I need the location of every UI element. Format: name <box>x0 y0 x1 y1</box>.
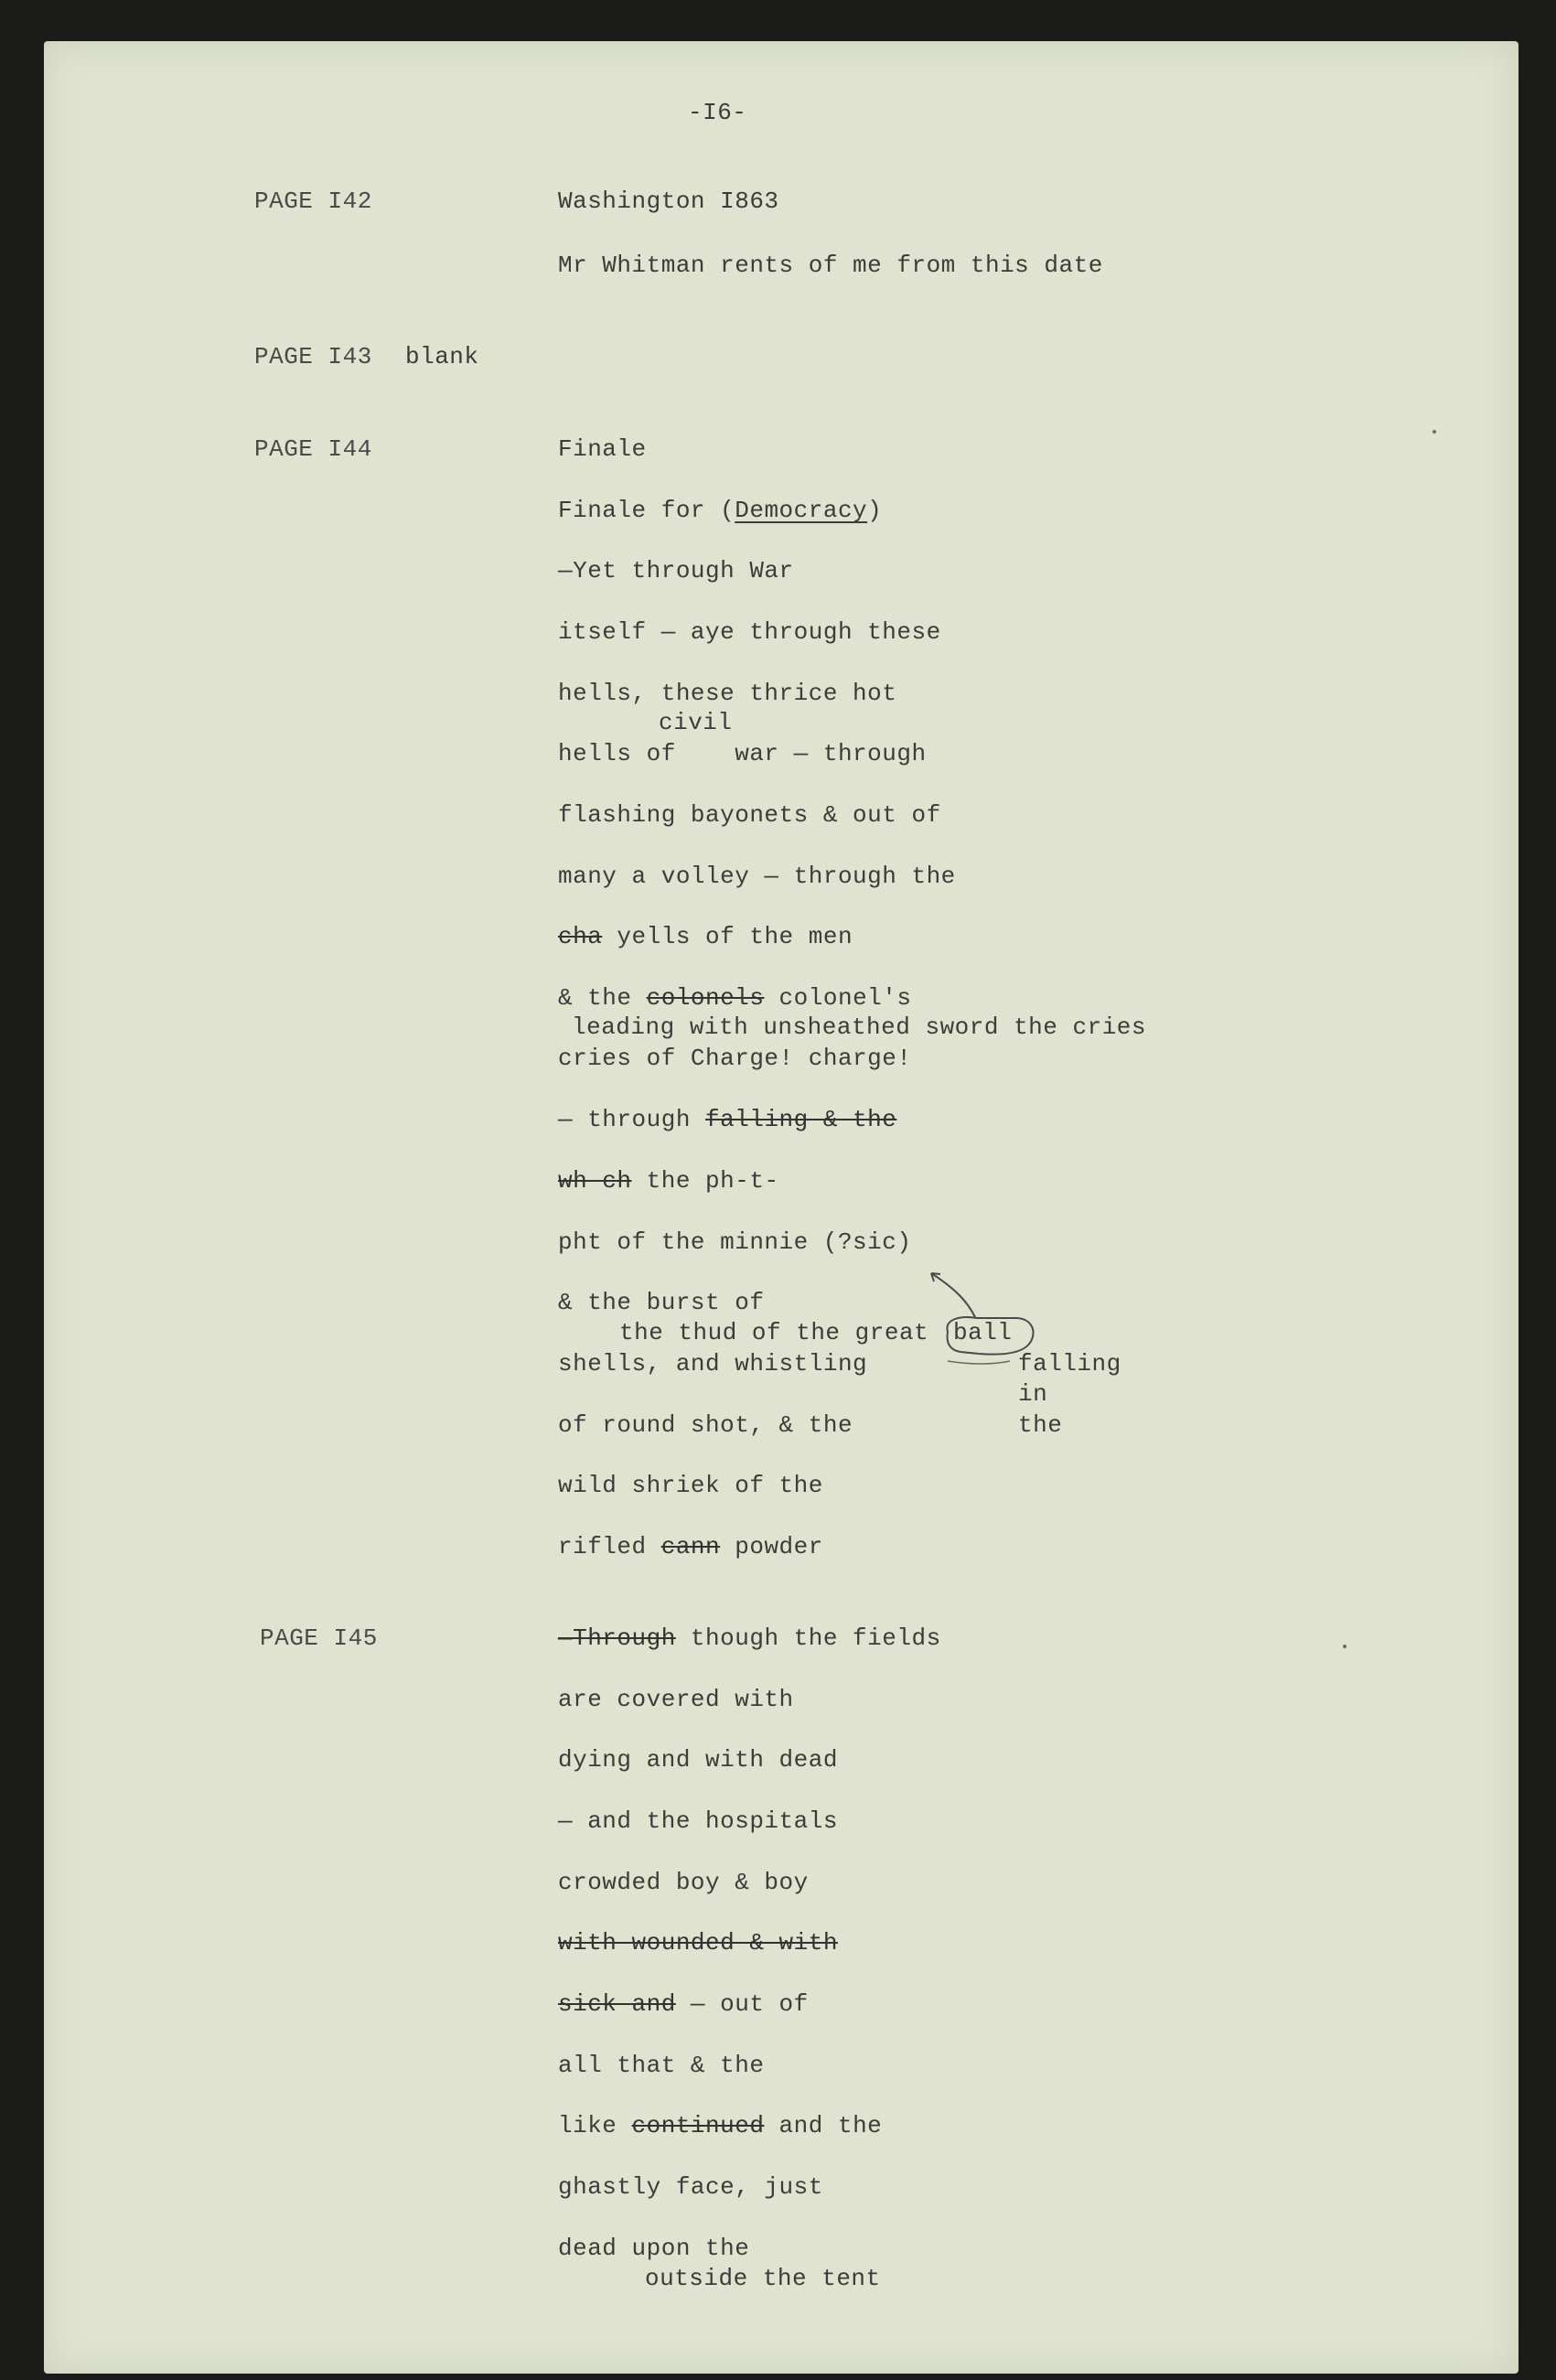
text-line: Finale for (Democracy) <box>558 497 883 524</box>
text-line: hells of war — through <box>558 740 927 767</box>
circle-mark <box>947 1317 1033 1355</box>
struck-word: falling & the <box>705 1106 897 1133</box>
text-line: are covered with <box>558 1686 794 1713</box>
text-line: Mr Whitman rents of me from this date <box>558 252 1103 279</box>
text-line: pht of the minnie (?sic) <box>558 1228 912 1256</box>
page-label-i42: PAGE I42 <box>254 188 372 215</box>
struck-word: —Through <box>558 1624 676 1652</box>
margin-insertion: falling <box>1018 1350 1121 1378</box>
text-line: —Yet through War <box>558 557 794 584</box>
text-line: of round shot, & the <box>558 1411 853 1439</box>
text-line: Washington I863 <box>558 188 779 215</box>
struck-word: cann <box>660 1533 721 1560</box>
struck-word: wh-ch <box>558 1167 632 1195</box>
text-line: shells, and whistling <box>558 1350 868 1378</box>
text-line: cha yells of the men <box>558 923 853 950</box>
page-number: -I6- <box>688 99 747 126</box>
swash-mark <box>948 1361 1010 1364</box>
interlinear-insertion: the thud of the great <box>619 1319 929 1346</box>
interlinear-insertion: outside the tent <box>645 2265 881 2292</box>
text-line: ghastly face, just <box>558 2173 823 2201</box>
text-line: cries of Charge! charge! <box>558 1045 912 1072</box>
text-line: itself — aye through these <box>558 618 941 646</box>
text-line: flashing bayonets & out of <box>558 801 941 829</box>
margin-insertion: in <box>1018 1380 1048 1408</box>
margin-insertion: the <box>1018 1411 1063 1439</box>
text-line: — and the hospitals <box>558 1807 838 1835</box>
paper-speck <box>1343 1645 1347 1648</box>
text-line: sick and — out of <box>558 1990 809 2018</box>
page-label-i44: PAGE I44 <box>254 435 372 463</box>
struck-word: continued <box>631 2112 765 2139</box>
text-line: hells, these thrice hot <box>558 680 897 707</box>
struck-word: cha <box>558 923 603 950</box>
text-line: — through falling & the <box>558 1106 897 1133</box>
struck-word: with wounded & with <box>558 1929 838 1957</box>
text-line: like continued and the <box>558 2112 883 2139</box>
text-line: Finale <box>558 435 647 463</box>
text-line: all that & the <box>558 2052 765 2079</box>
text-line: rifled cann powder <box>558 1533 823 1560</box>
text-line: many a volley — through the <box>558 863 956 890</box>
text-line: wh-ch the ph-t- <box>558 1167 779 1195</box>
text-line: dying and with dead <box>558 1746 838 1774</box>
text-line: & the colonels colonel's <box>558 984 912 1012</box>
text-line: dead upon the <box>558 2235 750 2262</box>
paper-speck <box>1433 430 1436 434</box>
interlinear-insertion: leading with unsheathed sword the cries <box>572 1013 1146 1041</box>
text-line: wild shriek of the <box>558 1472 823 1499</box>
struck-word: sick and <box>558 1990 676 2018</box>
blank-note: blank <box>405 343 479 370</box>
page-label-i45: PAGE I45 <box>260 1624 378 1652</box>
circled-word: ball <box>953 1319 1013 1346</box>
struck-word: colonels <box>646 984 765 1012</box>
text-line: & the burst of <box>558 1289 765 1316</box>
page-label-i43: PAGE I43 <box>254 343 372 370</box>
arrow-mark <box>931 1273 975 1317</box>
text-line: crowded boy & boy <box>558 1869 809 1896</box>
interlinear-insertion: civil <box>659 709 733 736</box>
text-line: —Through though the fields <box>558 1624 941 1652</box>
underlined-word: Democracy <box>735 497 868 524</box>
